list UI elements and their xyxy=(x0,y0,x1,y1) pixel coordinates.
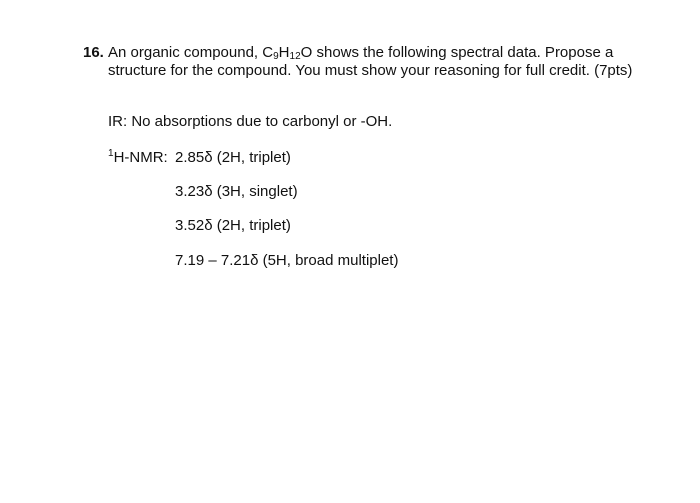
question-number: 16. xyxy=(83,44,104,61)
question-block xyxy=(83,44,663,80)
nmr-peak: 7.19 – 7.21δ (5H, broad multiplet) xyxy=(175,252,399,269)
question-line xyxy=(83,44,663,80)
nmr-peak: 3.52δ (2H, triplet) xyxy=(175,217,291,234)
formula-subscript-hydrogen: 12 xyxy=(289,51,301,62)
nmr-peak: 3.23δ (3H, singlet) xyxy=(175,183,298,200)
formula-subscript-carbon: 9 xyxy=(273,51,279,62)
nmr-superscript: 1 xyxy=(108,148,114,159)
question-intro-pre: An organic compound, C xyxy=(108,44,274,61)
nmr-label-text: H-NMR: xyxy=(113,149,168,166)
formula-hydrogen: H xyxy=(278,44,290,61)
ir-data: IR: No absorptions due to carbonyl or -OH. xyxy=(108,113,393,130)
nmr-label xyxy=(108,149,168,167)
question-intro-post: O shows the following spectral data. Propose a structure for the compound. You must show your reasoning for full credit. (7pts) xyxy=(108,44,633,79)
nmr-peak: 2.85δ (2H, triplet) xyxy=(175,149,291,166)
question-text xyxy=(108,44,663,80)
